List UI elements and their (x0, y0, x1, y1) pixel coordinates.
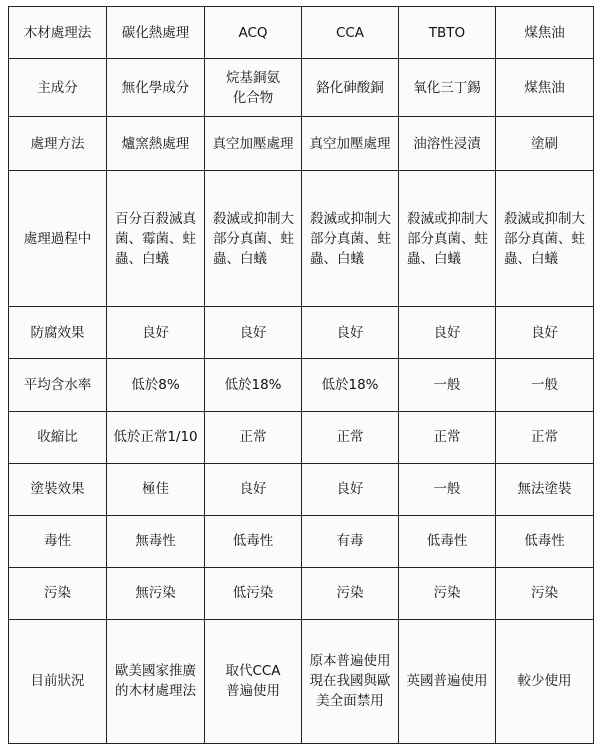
row-label: 收縮比 (9, 411, 107, 463)
table-cell: 較少使用 (496, 619, 594, 743)
table-cell: 殺滅或抑制大 部分真菌、蛀 蟲、白蟻 (302, 171, 399, 307)
table-cell: 正常 (399, 411, 496, 463)
table-cell: 低於正常1/10 (107, 411, 205, 463)
table-row (9, 463, 594, 515)
table-cell: 殺滅或抑制大 部分真菌、蛀 蟲、白蟻 (399, 171, 496, 307)
row-label: 處理方法 (9, 117, 107, 171)
table-cell: 良好 (302, 463, 399, 515)
table-cell: 殺滅或抑制大 部分真菌、蛀 蟲、白蟻 (205, 171, 302, 307)
table-row (9, 307, 594, 359)
table-row (9, 619, 594, 743)
row-label: 塗裝效果 (9, 463, 107, 515)
table-cell: 正常 (302, 411, 399, 463)
table-cell: 正常 (496, 411, 594, 463)
table-cell: 烷基銅氨 化合物 (205, 59, 302, 117)
table-row (9, 359, 594, 411)
table-cell: 歐美國家推廣 的木材處理法 (107, 619, 205, 743)
table-cell: 良好 (496, 307, 594, 359)
table-cell: 爐窯熱處理 (107, 117, 205, 171)
row-label: 污染 (9, 567, 107, 619)
table-cell: 低毒性 (205, 515, 302, 567)
table-cell: 良好 (399, 307, 496, 359)
table-cell: 良好 (302, 307, 399, 359)
header-cell-acq: ACQ (205, 7, 302, 59)
table-cell: 良好 (205, 307, 302, 359)
header-cell-treatment-method: 木材處理法 (9, 7, 107, 59)
table-cell: 無化學成分 (107, 59, 205, 117)
table-cell: 氧化三丁錫 (399, 59, 496, 117)
row-label: 毒性 (9, 515, 107, 567)
table-row (9, 117, 594, 171)
table-cell: 無法塗裝 (496, 463, 594, 515)
row-label: 平均含水率 (9, 359, 107, 411)
table-cell: 油溶性浸漬 (399, 117, 496, 171)
header-cell-coal-tar: 煤焦油 (496, 7, 594, 59)
table-row (9, 567, 594, 619)
header-cell-heat-treatment: 碳化熱處理 (107, 7, 205, 59)
table-cell: 極佳 (107, 463, 205, 515)
table-cell: 真空加壓處理 (205, 117, 302, 171)
table-cell: 污染 (496, 567, 594, 619)
table-cell: 低於18% (302, 359, 399, 411)
table-cell: 真空加壓處理 (302, 117, 399, 171)
table-row (9, 411, 594, 463)
table-cell: 污染 (399, 567, 496, 619)
table-cell: 低於18% (205, 359, 302, 411)
table-cell: 無污染 (107, 567, 205, 619)
table-cell: 良好 (205, 463, 302, 515)
table-cell: 低毒性 (496, 515, 594, 567)
row-label: 主成分 (9, 59, 107, 117)
row-label: 處理過程中 (9, 171, 107, 307)
table-row (9, 515, 594, 567)
table-cell: 鉻化砷酸銅 (302, 59, 399, 117)
table-cell: 英國普遍使用 (399, 619, 496, 743)
table-cell: 殺滅或抑制大 部分真菌、蛀 蟲、白蟻 (496, 171, 594, 307)
table-cell: 良好 (107, 307, 205, 359)
header-cell-cca: CCA (302, 7, 399, 59)
table-row (9, 171, 594, 307)
table-cell: 污染 (302, 567, 399, 619)
wood-treatment-comparison-table (8, 6, 594, 744)
table-cell: 塗刷 (496, 117, 594, 171)
table-cell: 原本普遍使用 現在我國與歐 美全面禁用 (302, 619, 399, 743)
table-cell: 取代CCA 普遍使用 (205, 619, 302, 743)
table-cell: 煤焦油 (496, 59, 594, 117)
table-header-row (9, 7, 594, 59)
table-cell: 低毒性 (399, 515, 496, 567)
table-cell: 有毒 (302, 515, 399, 567)
table-cell: 無毒性 (107, 515, 205, 567)
row-label: 目前狀況 (9, 619, 107, 743)
table-cell: 一般 (399, 359, 496, 411)
table-cell: 一般 (399, 463, 496, 515)
table-cell: 一般 (496, 359, 594, 411)
header-cell-tbto: TBTO (399, 7, 496, 59)
table-cell: 正常 (205, 411, 302, 463)
row-label: 防腐效果 (9, 307, 107, 359)
table-cell: 低於8% (107, 359, 205, 411)
table-row (9, 59, 594, 117)
table-cell: 百分百殺滅真 菌、霉菌、蛀 蟲、白蟻 (107, 171, 205, 307)
table-cell: 低污染 (205, 567, 302, 619)
